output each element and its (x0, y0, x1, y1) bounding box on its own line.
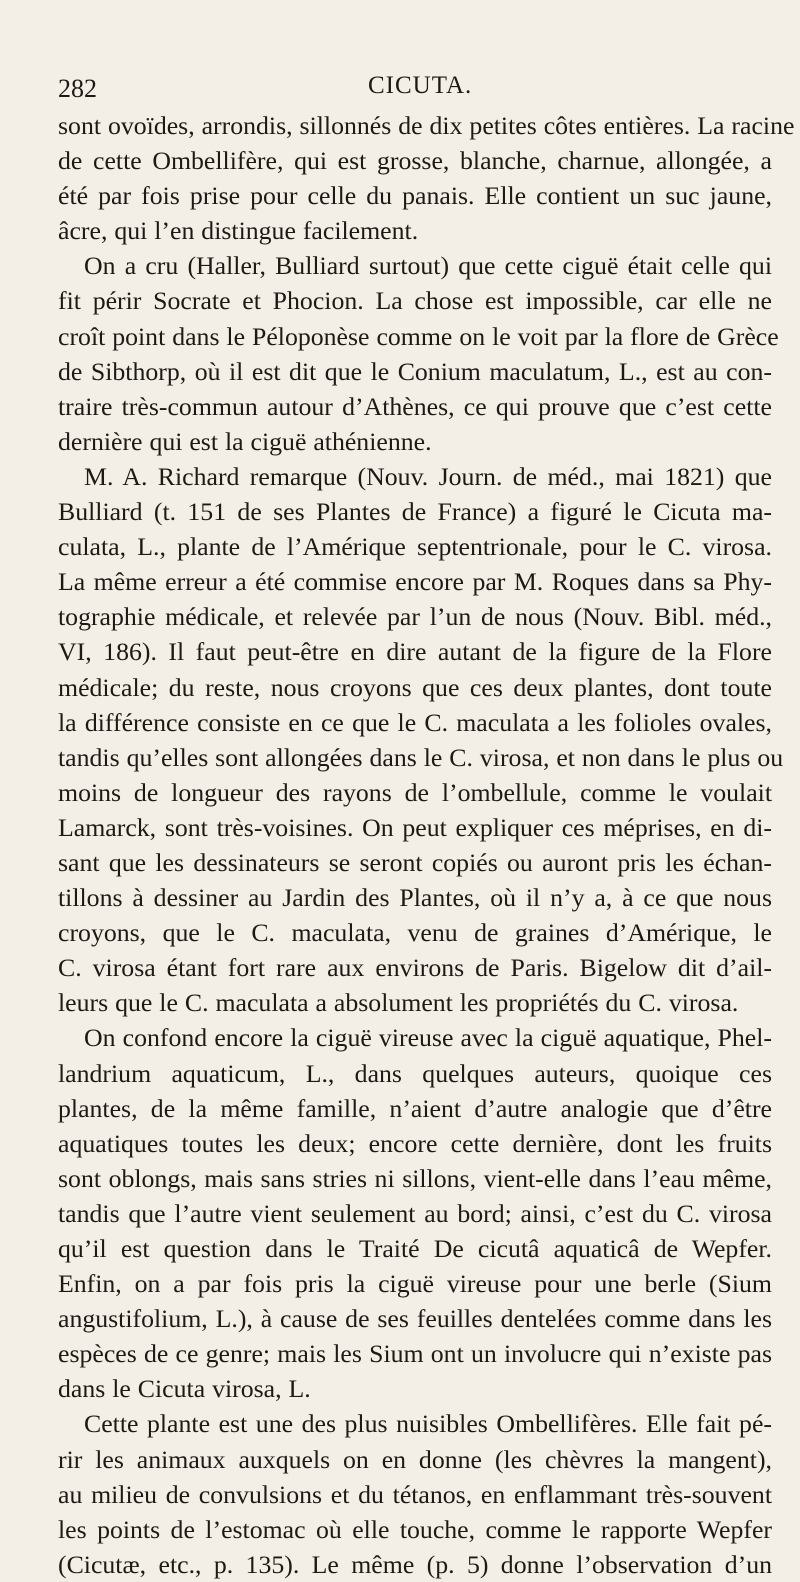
text-line: M. A. Richard remarque (Nouv. Journ. de méd., mai 1821) que (84, 461, 772, 491)
text-line: Cette plante est une des plus nuisibles Ombellifères. Elle fait pé- (84, 1409, 772, 1439)
paragraph (58, 459, 784, 1021)
text-line: sont oblongs, mais sans stries ni sillons, vient-elle dans l’eau même, (58, 1163, 772, 1193)
paragraph (58, 108, 795, 248)
text-line: VI, 186). Il faut peut-être en dire autant de la figure de la Flore (58, 637, 772, 667)
text-line: La même erreur a été commise encore par M. Roques dans sa Phy- (58, 567, 772, 597)
paragraph (58, 1020, 772, 1406)
page-number: 282 (58, 74, 97, 103)
text-line: espèces de ce genre; mais les Sium ont un involucre qui n’existe pas (58, 1339, 772, 1369)
text-line: aquatiques toutes les deux; encore cette dernière, dont les fruits (58, 1128, 772, 1158)
text-line: été par fois prise pour celle du panais. Elle contient un suc jaune, (58, 181, 772, 211)
text-line: de cette Ombellifère, qui est grosse, blanche, charnue, allongée, a (58, 146, 772, 176)
text-line: au milieu de convulsions et du tétanos, en enflammant très-souvent (58, 1479, 772, 1509)
text-line: plantes, de la même famille, n’aient d’autre analogie que d’être (58, 1093, 772, 1123)
text-line: moins de longueur des rayons de l’ombellule, comme le voulait (58, 777, 772, 807)
paragraph (58, 1406, 772, 1581)
text-line: de Sibthorp, où il est dit que le Conium maculatum, L., est au con- (58, 356, 772, 386)
body-text (58, 108, 795, 1582)
text-line: traire très-commun autour d’Athènes, ce qui prouve que c’est cette (58, 391, 772, 421)
text-line: Lamarck, sont très-voisines. On peut expliquer ces méprises, en di- (58, 812, 772, 842)
paragraph (58, 248, 779, 459)
text-line: dans le Cicuta virosa, L. (58, 1374, 311, 1404)
text-line: Enfin, on a par fois pris la ciguë vireuse pour une berle (Sium (58, 1269, 772, 1299)
text-line: culata, L., plante de l’Amérique septentrionale, pour le C. virosa. (58, 532, 772, 562)
text-line: leurs que le C. maculata a absolument les propriétés du C. virosa. (58, 988, 739, 1018)
text-line: C. virosa étant fort rare aux environs de Paris. Bigelow dit d’ail- (58, 953, 772, 983)
text-line: tographie médicale, et relevée par l’un de nous (Nouv. Bibl. méd., (58, 602, 772, 632)
text-line: On confond encore la ciguë vireuse avec la ciguë aquatique, Phel- (84, 1023, 772, 1053)
text-line: croyons, que le C. maculata, venu de graines d’Amérique, le (58, 918, 772, 948)
text-line: fit périr Socrate et Phocion. La chose est impossible, car elle ne (58, 286, 772, 316)
text-line: sant que les dessinateurs se seront copiés ou auront pris les échan- (58, 847, 772, 877)
text-line: On a cru (Haller, Bulliard surtout) que cette ciguë était celle qui (84, 251, 772, 281)
text-line: tandis qu’elles sont allongées dans le C. virosa, et non dans le plus ou (58, 742, 784, 772)
text-line: tillons à dessiner au Jardin des Plantes, où il n’y a, à ce que nous (58, 883, 772, 913)
text-line: (Cicutæ, etc., p. 135). Le même (p. 5) donne l’observation d’un (58, 1549, 772, 1579)
text-line: tandis que l’autre vient seulement au bord; ainsi, c’est du C. virosa (58, 1198, 772, 1228)
text-line: Bulliard (t. 151 de ses Plantes de France) a figuré le Cicuta ma- (58, 497, 772, 527)
text-line: angustifolium, L.), à cause de ses feuilles dentelées comme dans les (58, 1304, 772, 1334)
running-head: CICUTA. (368, 72, 473, 99)
text-line: médicale; du reste, nous croyons que ces deux plantes, dont toute (58, 672, 772, 702)
text-line: sont ovoïdes, arrondis, sillonnés de dix petites côtes entières. La racine (58, 111, 795, 140)
text-line: qu’il est question dans le Traité De cicutâ aquaticâ de Wepfer. (58, 1234, 772, 1263)
text-line: la différence consiste en ce que le C. maculata a les folioles ovales, (58, 707, 772, 737)
text-line: croît point dans le Péloponèse comme on le voit par la flore de Grèce (58, 321, 779, 351)
text-line: âcre, qui l’en distingue facilement. (58, 216, 419, 246)
text-line: rir les animaux auxquels on en donne (les chèvres la mangent), (58, 1444, 772, 1474)
page-header (58, 62, 772, 106)
text-line: les points de l’estomac où elle touche, comme le rapporte Wepfer (58, 1514, 772, 1544)
text-line: dernière qui est la ciguë athénienne. (58, 426, 432, 456)
text-line: landrium aquaticum, L., dans quelques auteurs, quoique ces (58, 1058, 772, 1088)
